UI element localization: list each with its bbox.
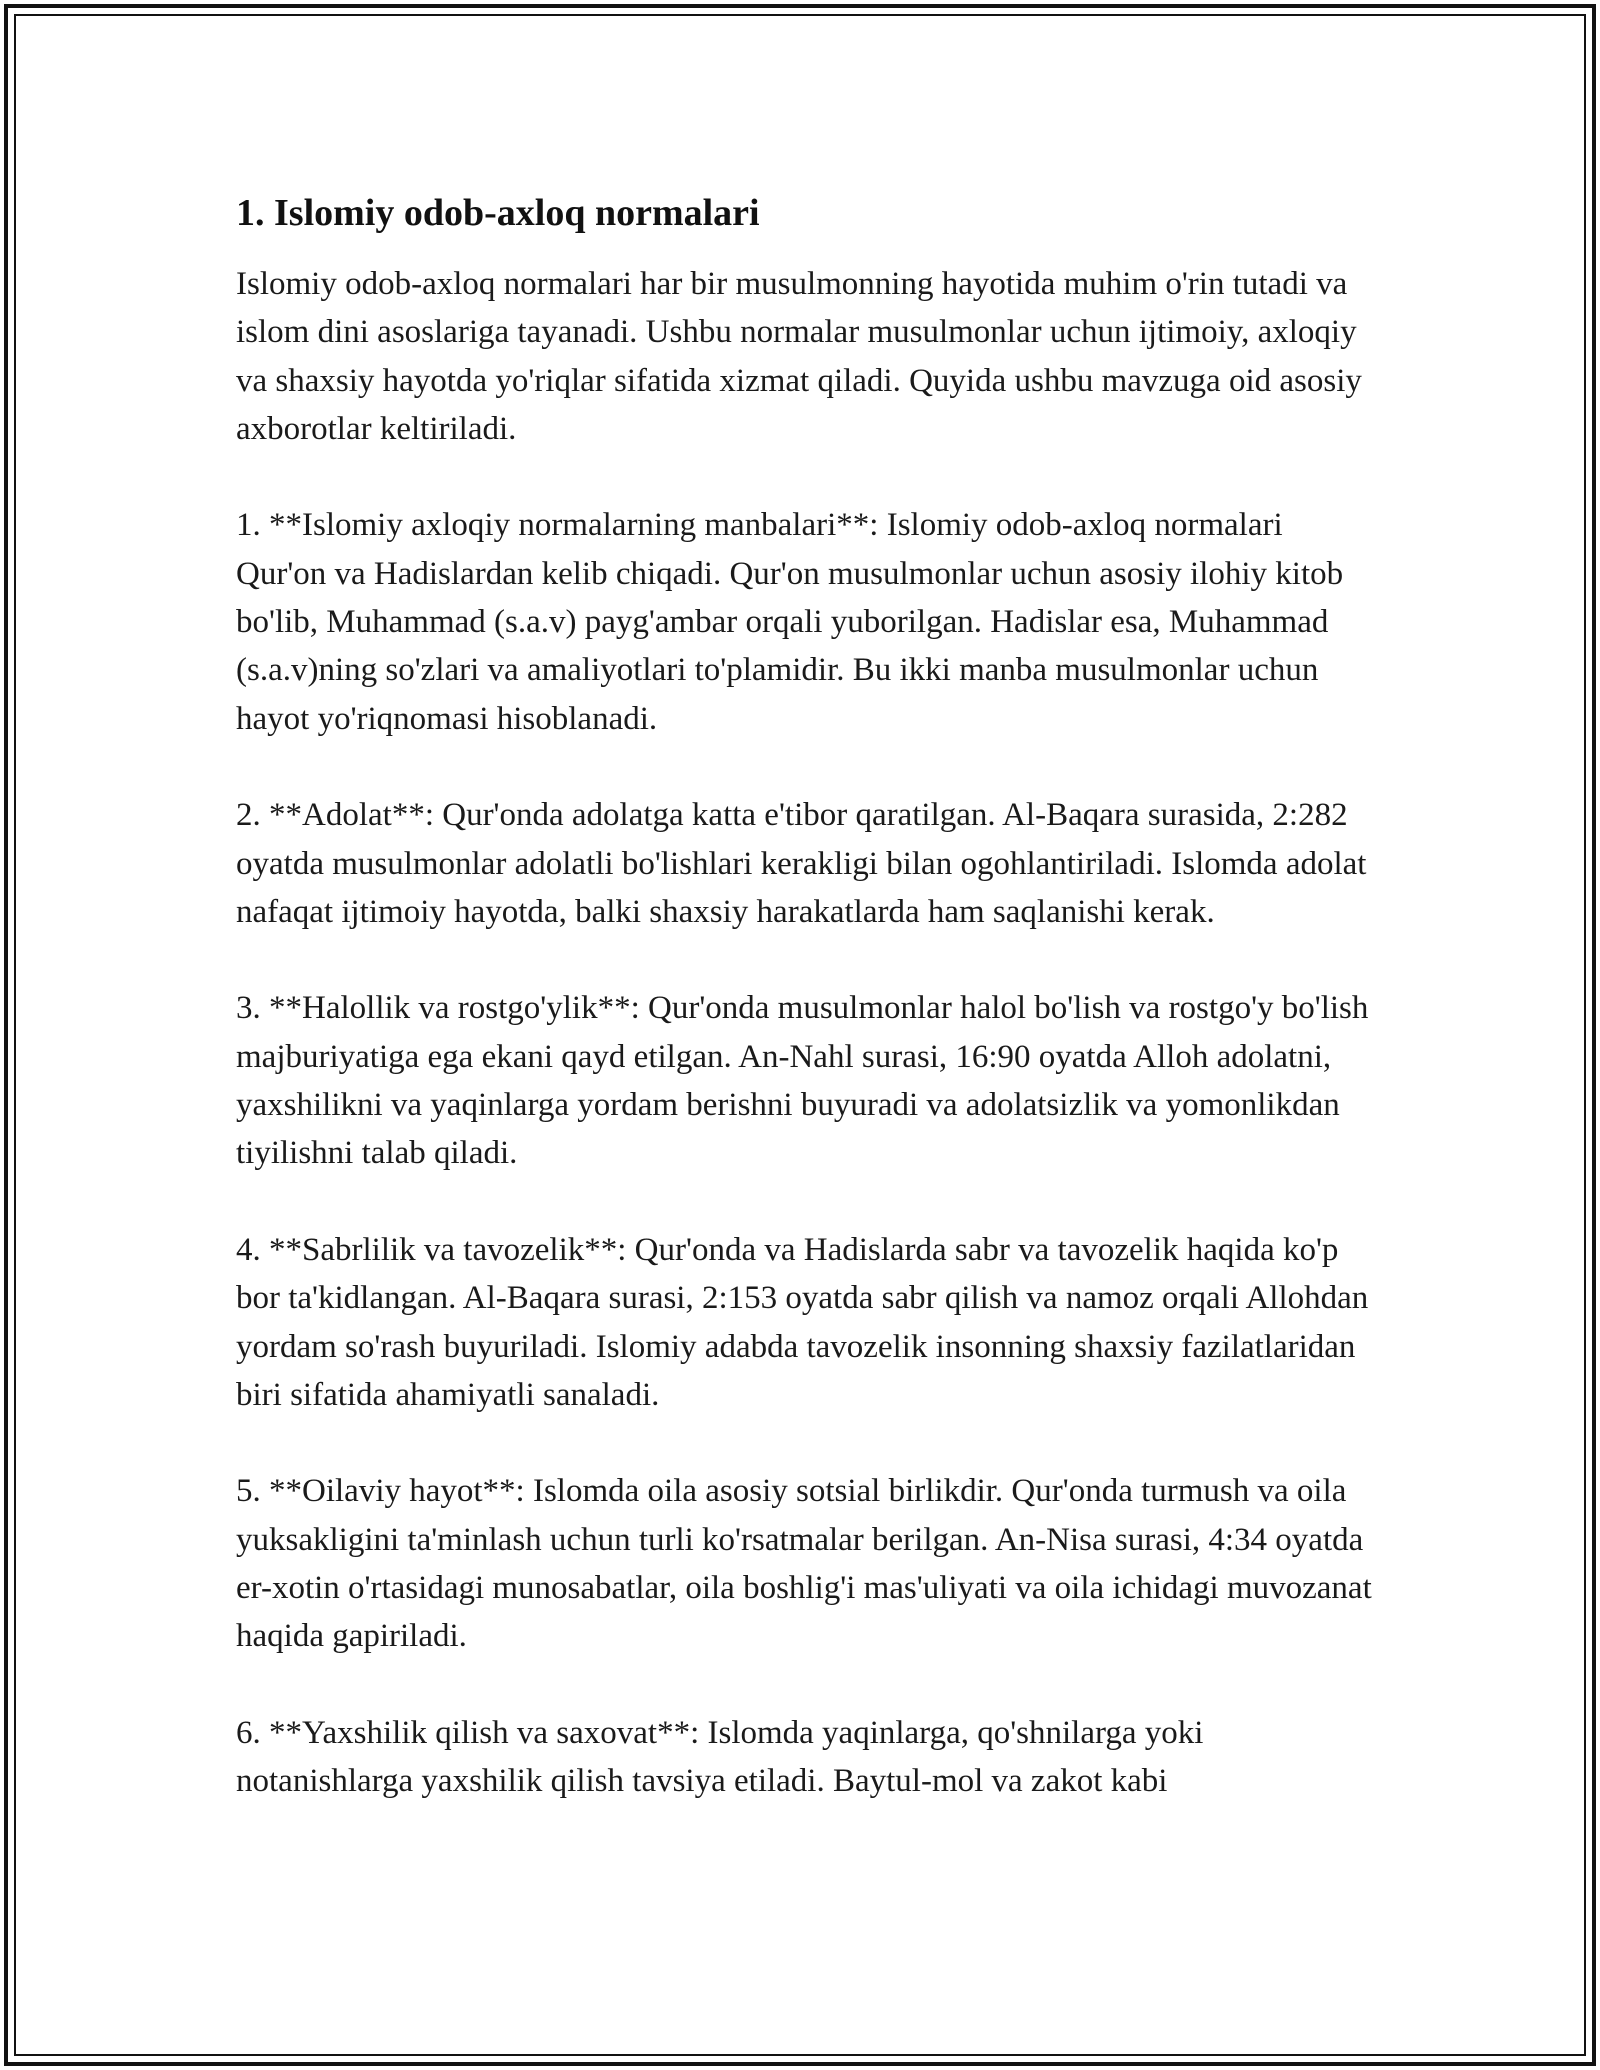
paragraph-spacer (236, 743, 1376, 791)
paragraph-family: 5. **Oilaviy hayot**: Islomda oila asosiy sotsial birlikdir. Qur'onda turmush va oila yuksakligini ta'minlash uchun turli ko'rsatmalar berilgan. An-Nisa surasi, 4:34 oyatda er-xotin o'rtasidagi munosabatlar, oila boshlig'i mas'uliyati va oila ichidagi muvozanat haqida gapiriladi. (236, 1473, 1372, 1655)
document-body (236, 186, 1376, 1806)
paragraph-spacer (236, 1661, 1376, 1709)
paragraph-spacer (236, 1178, 1376, 1226)
paragraph-charity: 6. **Yaxshilik qilish va saxovat**: Islomda yaqinlarga, qo'shnilarga yoki notanishlarga yaxshilik qilish tavsiya etiladi. Baytul-mol va zakot kabi (236, 1714, 1204, 1800)
paragraph-justice: 2. **Adolat**: Qur'onda adolatga katta e'tibor qaratilgan. Al-Baqara surasida, 2:282 oyatda musulmonlar adolatli bo'lishlari kerakligi bilan ogohlantiriladi. Islomda adolat nafaqat ijtimoiy hayotda, balki shaxsiy harakatlarda ham saqlanishi kerak. (236, 797, 1367, 930)
document-title: 1. Islomiy odob-axloq normalari (236, 192, 760, 234)
intro-paragraph: Islomiy odob-axloq normalari har bir musulmonning hayotida muhim o'rin tutadi va islom dini asoslariga tayanadi. Ushbu normalar musulmonlar uchun ijtimoiy, axloqiy va shaxsiy hayotda yo'riqlar sifatida xizmat qiladi. Quyida ushbu mavzuga oid asosiy axborotlar keltiriladi. (236, 266, 1362, 447)
paragraph-honesty: 3. **Halollik va rostgo'ylik**: Qur'onda musulmonlar halol bo'lish va rostgo'y bo'lish majburiyatiga ega ekani qayd etilgan. An-Nahl surasi, 16:90 oyatda Alloh adolatni, yaxshilikni va yaqinlarga yordam berishni buyuradi va adolatsizlik va yomonlikdan tiyilishni talab qiladi. (236, 990, 1369, 1172)
paragraph-spacer (236, 453, 1376, 501)
paragraph-sources: 1. **Islomiy axloqiy normalarning manbalari**: Islomiy odob-axloq normalari Qur'on va Hadislardan kelib chiqadi. Qur'on musulmonlar uchun asosiy ilohiy kitob bo'lib, Muhammad (s.a.v) payg'ambar orqali yuborilgan. Hadislar esa, Muhammad (s.a.v)ning so'zlari va amaliyotlari to'plamidir. Bu ikki manba musulmonlar uchun hayot yo'riqnomasi hisoblanadi. (236, 507, 1344, 737)
paragraph-spacer (236, 1419, 1376, 1467)
paragraph-patience: 4. **Sabrlilik va tavozelik**: Qur'onda va Hadislarda sabr va tavozelik haqida ko'p bor ta'kidlangan. Al-Baqara surasi, 2:153 oyatda sabr qilish va namoz orqali Allohdan yordam so'rash buyuriladi. Islomiy adabda tavozelik insonning shaxsiy fazilatlaridan biri sifatida ahamiyatli sanaladi. (236, 1231, 1369, 1413)
paragraph-spacer (236, 936, 1376, 984)
